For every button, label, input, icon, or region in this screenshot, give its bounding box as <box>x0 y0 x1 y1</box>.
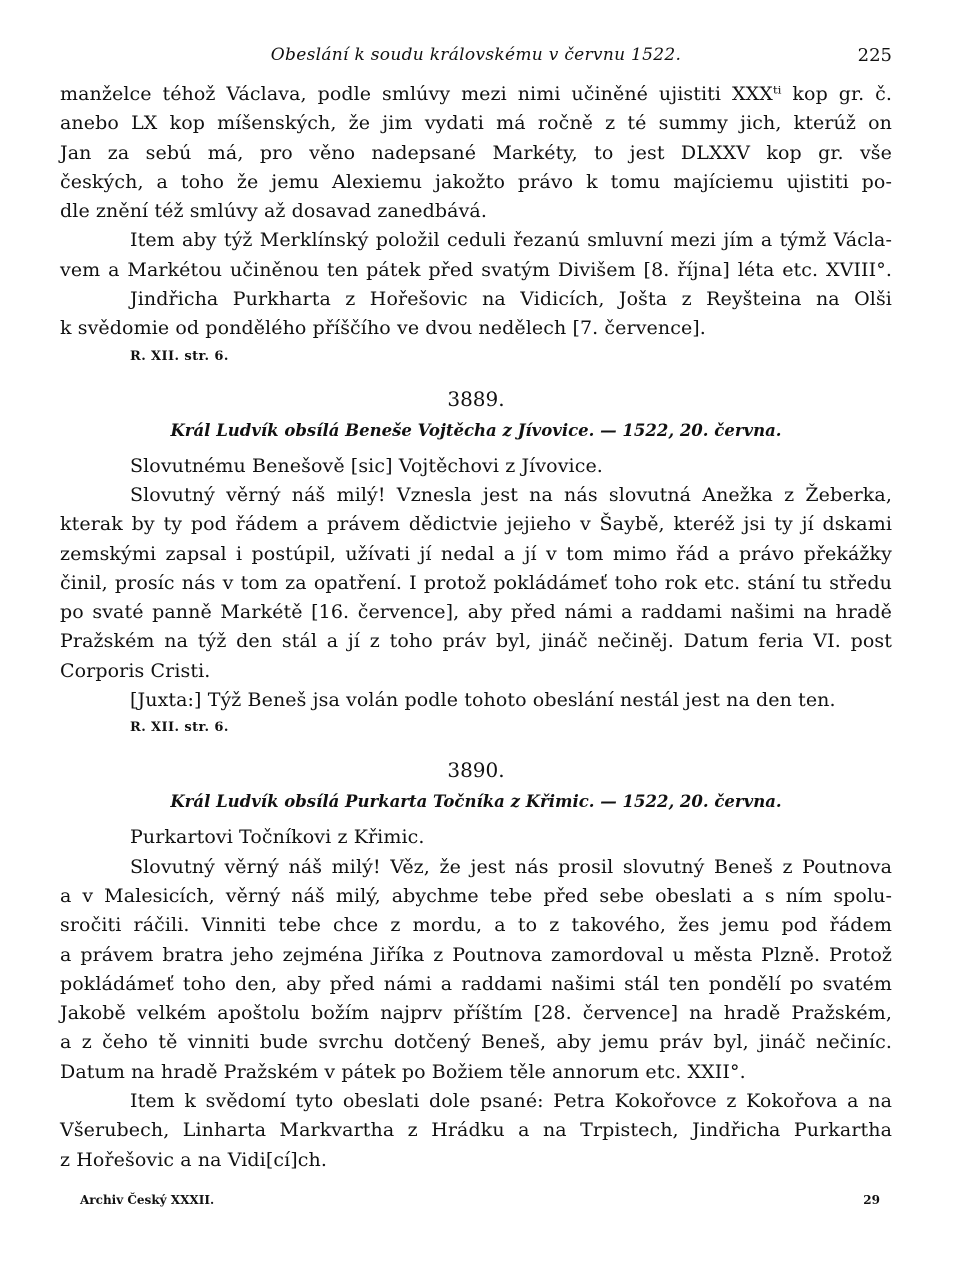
text-line: a v Malesicích, věrný náš milý, abychme tebe před sebe obeslati a s ním spolu- <box>60 884 892 907</box>
text-line: z Hořešovic a na Vidi[cí]ch. <box>60 1148 327 1171</box>
text-line: kterak by ty pod řádem a právem dědictvie jejieho v Šaybě, kteréž jsi ty jí dskami <box>60 513 892 536</box>
text-line: Item k svědomí tyto obeslati dole psané: Petra Kokořovce z Kokořova a na <box>130 1090 892 1113</box>
document-body <box>60 853 892 1087</box>
page-number: 225 <box>857 45 892 66</box>
text-line: [Juxta:] Týž Beneš jsa volán podle tohoto obeslání nestál jest na den ten. <box>130 689 836 712</box>
intro-paragraph-2 <box>60 226 892 343</box>
text-line: a právem bratra jeho zejména Jiříka z Poutnova zamordoval u města Plzně. Protož <box>60 943 892 966</box>
signature-number: 29 <box>863 1193 880 1207</box>
running-head: Obeslání k soudu královskému v červnu 1522. <box>270 45 682 65</box>
text-line: Jan za sebú má, pro věno nadepsané Markéty, to jest DLXXV kop gr. vše <box>60 141 892 164</box>
text-line: k svědomie od ponděléhо příščího ve dvou nedělech [7. července]. <box>60 317 706 340</box>
text-line: manželce téhož Václava, podle smlúvy mezi nimi učiněné ujistiti XXXᵗⁱ kop gr. č. <box>60 83 892 105</box>
text-line: Purkartovi Točníkovi z Křimic. <box>130 826 425 849</box>
text-line: Jindřicha Purkharta z Hořešovic na Vidicích, Jošta z Reyšteina na Olši <box>130 288 892 311</box>
text-line: Slovutný věrný náš milý! Vznesla jest na nás slovutná Anežka z Žeberka, <box>130 483 892 506</box>
document-heading: Král Ludvík obsílá Purkarta Točníka z Křimic. — 1522, 20. června. <box>170 792 782 812</box>
text-line: pokládámeť toho den, aby před námi a raddami našimi stál ten pondělí po svatém <box>60 972 892 995</box>
source-reference: R. XII. str. 6. <box>130 720 229 736</box>
text-line: Všerubech, Linharta Markvartha z Hrádku a na Trpistech, Jindřicha Purkartha <box>60 1119 892 1142</box>
text-line: vem a Markétou učiněnou ten pátek před svatým Divišem [8. října] léta etc. XVIII°. <box>60 258 892 281</box>
text-line: Item aby týž Merklínský položil ceduli řezanú smluvní mezi jím a týmž Václa- <box>130 229 892 252</box>
text-line: činil, prosíc nás v tom za opatření. I protož pokládámeť toho rok etc. stání tu středu <box>60 571 892 594</box>
text-line: Pražském na týž den stál a jí z toho práv byl, jináč nečiněj. Datum feria VI. post <box>60 630 892 653</box>
document-page <box>60 40 892 1175</box>
text-line: dle znění též smlúvy až dosavad zanedbává. <box>60 200 487 223</box>
text-line: Corporis Cristi. <box>60 659 211 682</box>
document-item <box>60 1087 892 1175</box>
document-address <box>60 452 892 481</box>
source-reference: R. XII. str. 6. <box>130 348 229 364</box>
text-line: Slovutný věrný náš milý! Věz, že jest nás prosil slovutný Beneš z Poutnova <box>130 855 892 878</box>
text-line: po svaté panně Markétě [16. července], aby před námi a raddami našimi na hradě <box>60 601 892 624</box>
document-number: 3890. <box>447 758 505 783</box>
text-line: Datum na hradě Pražském v pátek po Božiem těle annorum etc. XXII°. <box>60 1060 746 1083</box>
page-header <box>60 40 892 80</box>
printer-signature: Archiv Český XXXII. <box>80 1193 215 1207</box>
document-address <box>60 823 892 852</box>
text-line: zemskými zapsal i postúpil, užívati jí nedal a jí v tom mimo řád a právo překážky <box>60 542 892 565</box>
document-heading: Král Ludvík obsílá Beneše Vojtěcha z Jívovice. — 1522, 20. června. <box>170 420 782 440</box>
text-line: Jakobě velkém apoštolu božím najprv příštím [28. července] na hradě Pražském, <box>60 1002 892 1025</box>
intro-paragraph-1 <box>60 80 892 226</box>
document-number: 3889. <box>447 386 505 411</box>
document-note <box>60 686 892 715</box>
text-line: sročiti ráčili. Vinniti tebe chce z mordu, a to z takového, žes jemu pod řádem <box>60 914 892 937</box>
text-line: českých, a toho že jemu Alexiemu jakožto právo k tomu majíciemu ujistiti po- <box>60 170 892 193</box>
text-line: anebo LX kop míšenských, že jim vydati má ročně z té summy jich, kterúž on <box>60 112 892 135</box>
document-body <box>60 481 892 686</box>
text-line: a z čeho tě vinniti bude svrchu dotčený Beneš, aby jemu práv byl, jináč nečiníc. <box>60 1031 892 1054</box>
text-line: Slovutnému Benešově [sic] Vojtěchovi z Jívovice. <box>130 454 603 477</box>
page-footer <box>80 1193 880 1213</box>
